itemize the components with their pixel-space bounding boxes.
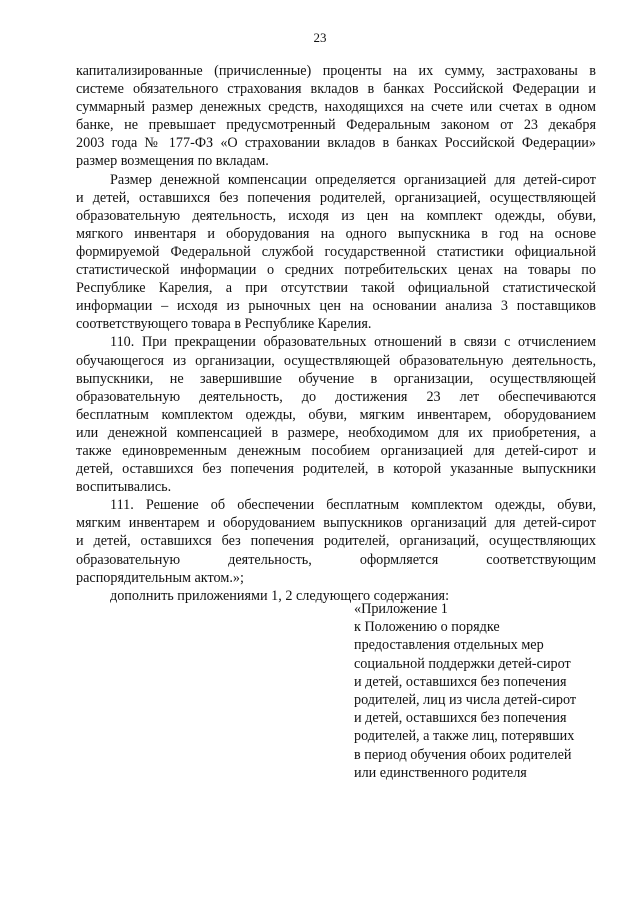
appendix-line: в период обучения обоих родителей — [354, 746, 572, 763]
text-line: бесплатным комплектом одежды, обуви, мягким инвентарем, оборудованием — [76, 406, 596, 423]
page-number: 23 — [313, 30, 327, 45]
text-line: Размер денежной компенсации определяется организацией для детей-сирот — [110, 171, 596, 188]
text-line: Республике Карелия, а при отсутствии такой официальной статистической — [76, 280, 596, 297]
text-line: мягким инвентарем и оборудованием выпускников организаций для детей-сирот — [76, 515, 596, 532]
appendix-line: и детей, оставшихся без попечения — [354, 710, 567, 727]
text-line: также единовременным денежным пособием организацией для детей-сирот и — [76, 442, 596, 459]
text-line: распорядительным актом.»; — [76, 569, 244, 586]
appendix-line: «Приложение 1 — [354, 601, 448, 617]
text-line: образовательную деятельность, оформляется соответствующим — [76, 551, 596, 568]
appendix-line: или единственного родителя — [354, 764, 527, 781]
appendix-line: к Положению о порядке — [354, 619, 500, 636]
text-line: 110. При прекращении образовательных отношений в связи с отчислением — [110, 334, 596, 351]
text-line: соответствующего товара в Республике Карелия. — [76, 316, 372, 333]
text-line: статистической информации о средних потребительских ценах на товары по — [76, 262, 596, 279]
text-line: воспитывались. — [76, 479, 172, 496]
paragraph — [76, 496, 596, 586]
text-line: и детей, оставшихся без попечения родителей, организаций, осуществляющих — [76, 533, 596, 550]
text-line: 2003 года № 177-ФЗ «О страховании вкладов в банках Российской Федерации» — [76, 135, 596, 152]
text-line: обучающегося из организации, осуществляющей образовательную деятельность, — [76, 352, 596, 369]
text-line: капитализированные (причисленные) проценты на их сумму, застрахованы в — [76, 63, 596, 79]
appendix-line: и детей, оставшихся без попечения — [354, 673, 567, 690]
text-line: 111. Решение об обеспечении бесплатным комплектом одежды, обуви, — [110, 497, 596, 514]
text-line: суммарный размер денежных средств, находящихся на счете или счетах в одном — [76, 99, 596, 116]
paragraph — [76, 171, 596, 334]
appendix-line: родителей, а также лиц, потерявших — [354, 728, 575, 745]
text-line: системе обязательного страхования вкладов в банках Российской Федерации и — [76, 81, 596, 98]
text-line: информации – исходя из рыночных цен на основании анализа 3 поставщиков — [76, 298, 596, 315]
text-line: образовательную деятельность, до достижения 23 лет обеспечиваются — [76, 388, 596, 405]
text-line: дополнить приложениями 1, 2 следующего содержания: — [110, 587, 450, 604]
text-line: выпускники, не завершившие обучение в организации, осуществляющей — [76, 370, 596, 387]
appendix-line: родителей, лиц из числа детей-сирот — [354, 692, 577, 709]
paragraph — [76, 62, 596, 171]
text-line: формируемой Федеральной службой государственной статистики официальной — [76, 243, 596, 260]
text-line: детей, оставшихся без попечения родителей, в которой указанные выпускники — [76, 461, 596, 478]
appendix-heading — [354, 600, 604, 782]
text-line: размер возмещения по вкладам. — [76, 153, 269, 170]
text-line: банке, не превышает предусмотренный Федеральным законом от 23 декабря — [76, 117, 596, 134]
text-line: мягкого инвентаря и оборудования на одного выпускника в год на основе — [76, 225, 596, 242]
text-line: и детей, оставшихся без попечения родителей, организацией, осуществляющей — [76, 189, 596, 206]
text-line: или денежной компенсацией в размере, необходимом для их приобретения, а — [76, 424, 596, 441]
appendix-line: предоставления отдельных мер — [354, 637, 544, 654]
paragraph — [76, 333, 596, 496]
document-body — [76, 62, 596, 605]
text-line: образовательную деятельность, исходя из цен на комплект одежды, обуви, — [76, 207, 596, 224]
appendix-line: социальной поддержки детей-сирот — [354, 655, 571, 672]
